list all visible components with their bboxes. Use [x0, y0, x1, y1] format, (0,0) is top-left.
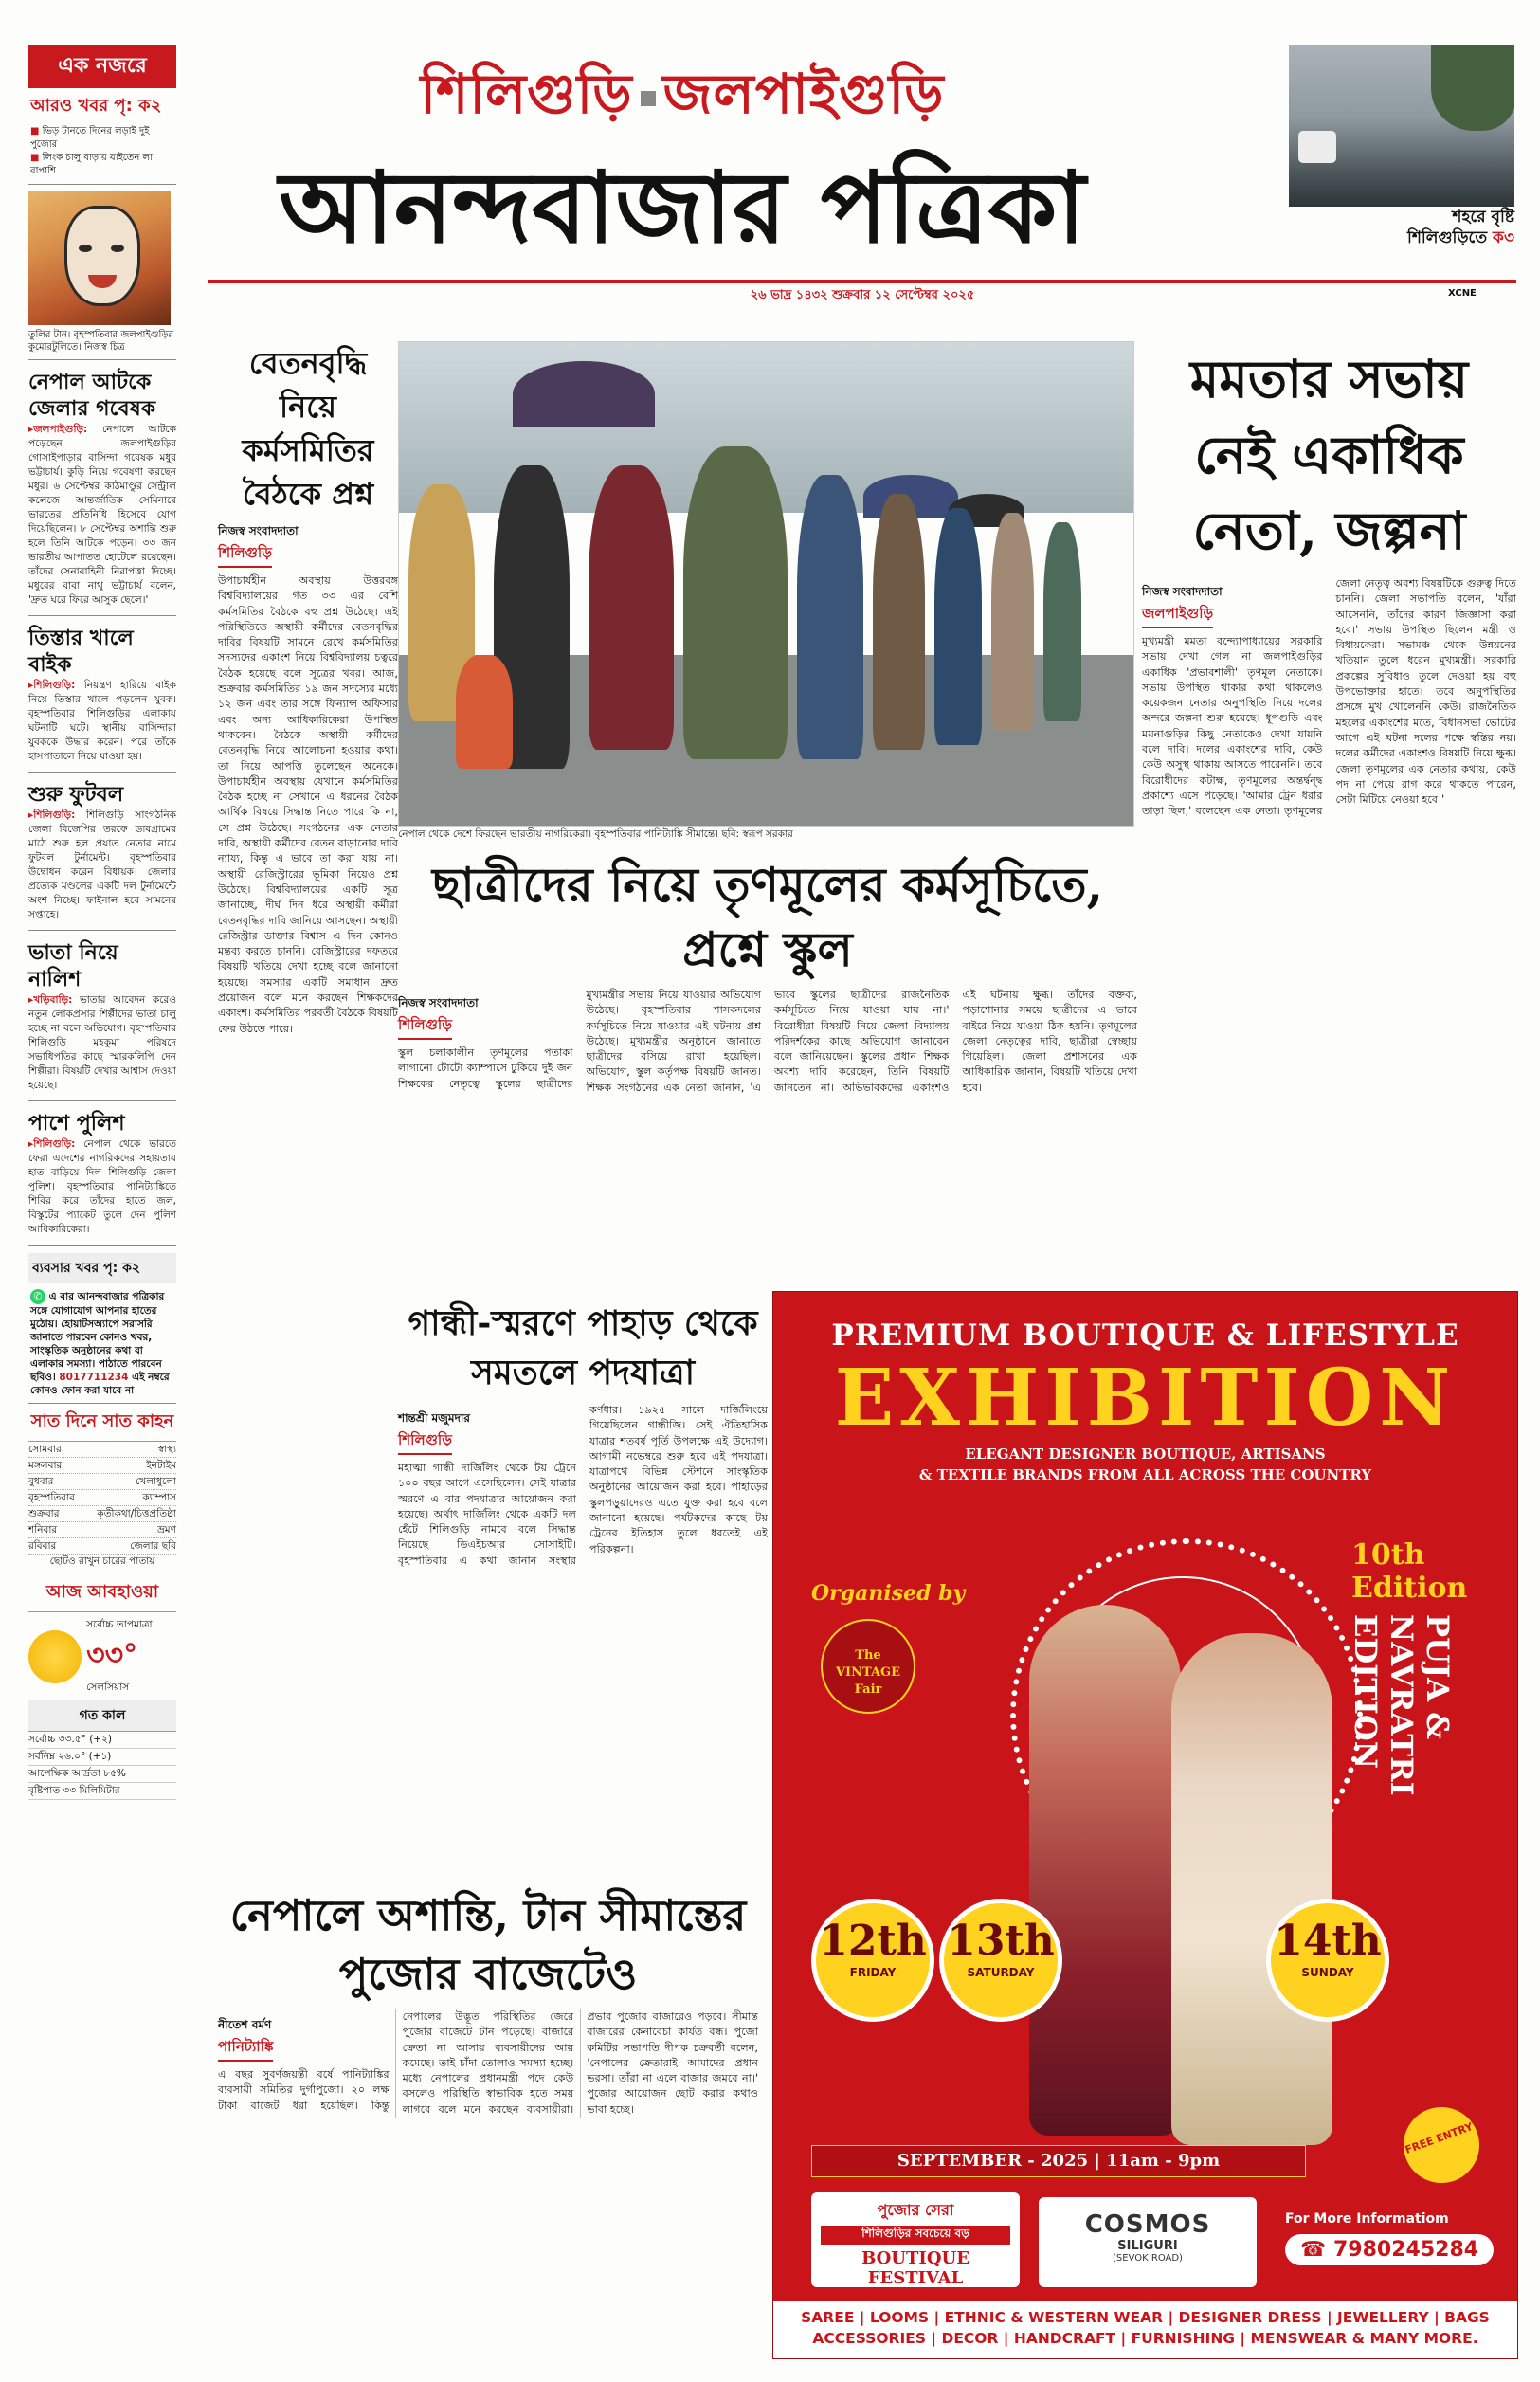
news-location: ▸ শিলিগুড়ি:: [28, 809, 75, 821]
date-day: SATURDAY: [967, 1966, 1035, 1979]
days-row: শনিবার ভ্রমণ: [28, 1522, 176, 1538]
sidebar-heading: এক নজরে: [28, 45, 176, 88]
date-circle: [1266, 1899, 1389, 2022]
yesterday-row: সর্বোচ্চ ৩৩.৫° (+২): [28, 1732, 176, 1749]
date-day: SUNDAY: [1301, 1966, 1354, 1979]
ad-footer-line1: SAREE | LOOMS | ETHNIC & WESTERN WEAR | DESIGNER DRESS | JEWELLERY | BAGS: [801, 2309, 1490, 2326]
puja-navratri-label: PUJA & NAVRATRI EDITION: [1348, 1614, 1456, 1796]
venue-city: SILIGURI: [1117, 2239, 1178, 2253]
rain-caption-title: শহরে বৃষ্টি: [1452, 208, 1514, 227]
weather-unit: সেলসিয়াস: [86, 1682, 130, 1693]
date-number: 14th: [1274, 1917, 1382, 1965]
whatsapp-box: [28, 1283, 176, 1404]
news-body: [28, 1137, 176, 1246]
date-time-bar: SEPTEMBER - 2025 | 11am - 9pm: [811, 2145, 1306, 2177]
vintage-fair-logo: The VINTAGE Fair: [821, 1619, 915, 1714]
exhibition-advertisement[interactable]: [772, 1291, 1518, 2359]
whatsapp-icon: ✆: [30, 1289, 45, 1304]
article-columns: [398, 1403, 768, 1569]
left-sidebar: [28, 45, 176, 2358]
model-right: [1171, 1633, 1332, 2145]
days-row: বুধবার খেলাধুলো: [28, 1474, 176, 1490]
boutique-festival-badge: [811, 2192, 1020, 2287]
days-row: রবিবার জেলার ছবি: [28, 1538, 176, 1555]
article-body: এ বছর সুবর্ণজয়ন্তী বর্ষে পানিট্যাঙ্কির ব্যবসায়ী সমিতির দুর্গাপুজো। ২০ লক্ষ টাকা বাজেট ধরা হয়েছিল। কিন্তু নেপালের উদ্ভূত পরিস্থিতির জেরে পুজোর বাজেটে টান পড়েছে। বাজারে ক্রেতা না আসায় ব্যবসায়ীদের আয় কমেছে। তাই চাঁদা তোলাও সমস্যা হচ্ছে। মধ্যে নেপালের প্রধানমন্ত্রী পদে কেউ বসলেও পরিস্থিতি স্বাভাবিক হতে সময় লাগবে বলে মনে করছেন ব্যবসায়ীরা। প্রভাব পুজোর বাজারেও পড়বে। সীমান্ত বাজারের কেনাবেচা কার্যত বন্ধ। পুজো কমিটির সভাপতি দীপক চক্রবর্তী বলেন, 'নেপালের ক্রেতারাই আমাদের প্রধান ভরসা। তাঁরা না এলে বাজার জমবে না।' পুজোর আয়োজন ছোট করার কথাও ভাবা হচ্ছে।: [218, 2010, 758, 2116]
byline: নিজস্ব সংবাদদাতা: [218, 524, 299, 537]
headline[interactable]: বেতনবৃদ্ধি নিয়ে কর্মসমিতির বৈঠকে প্রশ্ন: [242, 345, 374, 512]
news-text: শিলিগুড়ি সাংগঠনিক জেলা বিজেপির তরফে ডাবগ্রামের মাঠে শুরু হল প্রয়াত নেতার নামে ফুটবল টুর্নামেন্ট। বৃহস্পতিবার উদ্বোধন করেন বিধায়ক। জেলার প্রত্যেক মণ্ডলের একটি দল টুর্নামেন্টে অংশ নিচ্ছে। ফাইনাল হবে সামনের সপ্তাহে।: [28, 809, 176, 920]
ad-footer: [773, 2301, 1517, 2359]
place-tag: পানিট্যাঙ্কি: [218, 2036, 273, 2062]
festival-name: BOUTIQUE FESTIVAL: [861, 2248, 969, 2288]
news-location: ▸ শিলিগুড়ি:: [28, 680, 75, 691]
weather-title: আজ আবহাওয়া: [28, 1574, 176, 1612]
days-row: মঙ্গলবার ইনটাইম: [28, 1458, 176, 1474]
news-text: নেপাল থেকে ভারতে ফেরা এদেশের নাগরিকদের সহায়তায় হাত বাড়িয়ে দিল শিলিগুড়ি জেলা পুলিশ। বৃহস্পতিবার পানিট্যাঙ্কিতে শিবির করে তাঁদের হাতে জল, বিস্কুটের প্যাকেট তুলে দেন পুলিশ আধিকারিকেরা।: [28, 1138, 176, 1235]
sidebar-bullet[interactable]: ■ ভিড় টানতে দিনের লড়াই দুই পুজোর: [30, 125, 174, 152]
article-body: উপাচার্যহীন অবস্থায় উত্তরবঙ্গ বিশ্ববিদ্যালয়ের গত ৩৩ এর বেশি কর্মসমিতির বৈঠকে বহু প্রশ্ন উঠেছে। এই পরিস্থিতিতে অস্থায়ী কর্মীদের বেতনবৃদ্ধির দাবির বিষয়টি সামনে রেখে কর্মসমিতির সদস্যদের একাংশ নিয়ে বিশ্ববিদ্যালয় চত্বরে বৈঠক হয়েছে বলে সূত্রের খবর। আজ, শুক্রবার কর্মসমিতির ১৯ জন সদস্যের মধ্যে ১২ জন এবং তার সঙ্গে ফিন্যান্স অফিসার এবং অন্য আধিকারিকেরা উপস্থিত থাকবেন। বৈঠকে অস্থায়ী কর্মীদের বেতনবৃদ্ধি নিয়ে আলোচনা হওয়ার কথা। তা নিয়ে আপত্তি তুলেছেন অনেকে। উপাচার্যহীন অবস্থায় যেখানে কর্মসমিতির বৈঠক হচ্ছে না সেখানে এ ধরনের বৈঠক আর্থিক বিষয়ে সিদ্ধান্ত নিতে পারে কি না, সে প্রশ্ন উঠেছে। সংগঠনের এক নেতার দাবি, অস্থায়ী কর্মীদের বেতন বাড়ানোর দাবি ন্যায্য, কিন্তু এ ভাবে তা করা যায় না। অস্থায়ী রেজিস্ট্রারের ভূমিকা নিয়েও প্রশ্ন উঠেছে। বিশ্ববিদ্যালয়ের একটি সূত্র জানাচ্ছে, দীর্ঘ দিন ধরে অস্থায়ী কর্মীরা বেতনবৃদ্ধির দাবি জানিয়ে আসছেন। অস্থায়ী রেজিস্ট্রার ডাক্তার বিশ্বাস এ দিন কোনও মন্তব্য করতে চাননি। রেজিস্ট্রারের দফতরে বিষয়টি খতিয়ে দেখা হচ্ছে বলে জানানো হয়েছে। সমস্যার একটি সমাধান দ্রুত প্রয়োজন বলে মনে করছেন শিক্ষকদের একাংশ। কর্মসমিতির পরবর্তী বৈঠকে বিষয়টি ফের উঠতে পারে।: [218, 574, 398, 1035]
venue-name: COSMOS: [1084, 2210, 1211, 2239]
date-circle: [939, 1899, 1062, 2022]
sun-icon: [28, 1630, 82, 1683]
days-row: শুক্রবার কৃতীকথা/চিত্তপ্রতিষ্ঠা: [28, 1506, 176, 1522]
weather-temp: ৩৩°: [86, 1639, 138, 1672]
byline: নিজস্ব সংবাদদাতা: [1142, 585, 1223, 598]
news-location: ▸ জলপাইগুড়ি:: [28, 424, 87, 435]
days-title: সাত দিনে সাত কাহন: [28, 1404, 176, 1442]
sidebar-bullet[interactable]: ■ লিংক চালু বাড়ায় যাইতেন লা বাপাশি: [30, 152, 174, 178]
news-text: নিয়ন্ত্রণ হারিয়ে বাইক নিয়ে তিস্তার খালে পড়লেন যুবক। বৃহস্পতিবার শিলিগুড়ির এলাকায় ঘটনাটি ঘটে। স্থানীয় বাসিন্দারা যুবককে উদ্ধার করেন। পরে তাঁকে হাসপাতালে নিয়ে যাওয়া হয়।: [28, 680, 176, 762]
byline: নীতেশ বর্মণ: [218, 2018, 272, 2031]
news-body: [28, 679, 176, 773]
date-number: 13th: [947, 1917, 1055, 1965]
headline[interactable]: নেপালে অশান্তি, টান সীমান্তের পুজোর বাজেটেও: [229, 1890, 747, 1999]
dateline: ২৬ ভাদ্র ১৪৩২ শুক্রবার ১২ সেপ্টেম্বর ২০২৫: [750, 288, 975, 302]
edition-number: 10th Edition: [1351, 1538, 1468, 1605]
news-body: [28, 993, 176, 1101]
article-columns: [1142, 576, 1516, 820]
sidebar-more-news[interactable]: আরও খবর পৃ: ক২: [30, 96, 162, 116]
contact-info: [1285, 2211, 1494, 2265]
festival-top: পুজোর সেরা: [877, 2201, 954, 2219]
days-note: ছোটও রাখুন চারের পাতায়: [49, 1555, 155, 1567]
place-tag: জলপাইগুড়ি: [1142, 603, 1213, 628]
article-body: স্কুল চলাকালীন তৃণমূলের পতাকা লাগানো টোটো ক্যাম্পাসে ঢুকিয়ে দুই জন শিক্ষকের নেতৃত্বে স্কুলের ছাত্রীদের মুখ্যমন্ত্রীর সভায় নিয়ে যাওয়ার অভিযোগ উঠেছে। বৃহস্পতিবার শাসকদলের কর্মসূচিতে নিয়ে যাওয়ার এই ঘটনায় প্রশ্ন উঠেছে। মুখ্যমন্ত্রীর অনুষ্ঠানে জানাতে ছাত্রীদের বসিয়ে রাখা হয়েছিল। অভিযোগ, স্কুল কর্তৃপক্ষ বিষয়টি জানত। শিক্ষক সংগঠনের এক নেতা জানান, 'এ ভাবে স্কুলের ছাত্রীদের রাজনৈতিক কর্মসূচিতে নিয়ে যাওয়া যায় না।' বিরোধীরা বিষয়টি নিয়ে জেলা বিদ্যালয় পরিদর্শকের কাছে অভিযোগ জানাবেন বলে জানিয়েছেন। স্কুলের প্রধান শিক্ষক অবশ্য দাবি করেছেন, তিনি বিষয়টি জানতেন না। অভিভাবকদের একাংশও এই ঘটনায় ক্ষুব্ধ। তাঁদের বক্তব্য, পড়াশোনার সময়ে ছাত্রীদের এ ভাবে বাইরে নিয়ে যাওয়া ঠিক হয়নি। তৃণমূলের জেলা নেতৃত্বের দাবি, ছাত্রীরা স্বেচ্ছায় গিয়েছিল। জেলা প্রশাসনের এক আধিকারিক জানান, বিষয়টি খতিয়ে দেখা হবে।: [398, 989, 1137, 1094]
article-body: মুখ্যমন্ত্রী মমতা বন্দ্যোপাধ্যায়ের সরকারি সভায় দেখা গেল না জলপাইগুড়ির একাধিক 'প্রভাবশালী' তৃণমূল নেতাকে। সভায় উপস্থিত থাকার কথা থাকলেও কয়েকজন নেতার অনুপস্থিতি নিয়ে দলের অন্দরে জল্পনা শুরু হয়েছে। ধূপগুড়ি এবং ময়নাগুড়ির কিছু নেতাকেও দেখা যায়নি বলে দাবি। দলের একাংশের দাবি, কেউ কেউ অসুস্থ থাকায় আসতে পারেননি। তবে বিরোধীদের কটাক্ষ, তৃণমূলের অন্তর্দ্বন্দ্ব প্রকাশ্যে এসে পড়েছে। 'আমার ট্রেন ধরার তাড়া ছিল,' বলেছেন এক নেতা। তৃণমূলের জেলা নেতৃত্ব অবশ্য বিষয়টিকে গুরুত্ব দিতে চাননি। জেলা সভাপতি বলেন, 'যাঁরা আসেননি, তাঁদের কারণ জিজ্ঞাসা করা হবে।' সভায় উপস্থিত ছিলেন মন্ত্রী ও বিধায়কেরা। সভামঞ্চ থেকে উন্নয়নের খতিয়ান তুলে ধরেন মুখ্যমন্ত্রী। সরকারি প্রকল্পের সুবিধাও তুলে দেওয়া হয় বহু উপভোক্তার হাতে। তবে অনুপস্থিতির প্রসঙ্গে মুখ খোলেননি কেউ। রাজনৈতিক মহলের একাংশের মতে, বিধানসভা ভোটের আগে এই ঘটনা দলের পক্ষে স্বস্তির নয়। দলের কর্মীদের একাংশও বিষয়টি নিয়ে ক্ষুব্ধ। জেলা তৃণমূলের এক নেতার কথায়, 'কেউ পদ না পেয়ে রাগ করে থাকতে পারেন, সেটা মিটিয়ে নেওয়া হবে।': [1142, 577, 1516, 818]
yesterday-title: গত কাল: [28, 1700, 176, 1732]
news-body: [28, 809, 176, 931]
place-tag: শিলিগুড়ি: [398, 1429, 452, 1455]
news-title[interactable]: পাশে পুলিশ: [28, 1112, 125, 1136]
days-list: [28, 1442, 176, 1555]
model-left: [1029, 1605, 1181, 2136]
article-columns: [218, 2009, 758, 2118]
place-tag: শিলিগুড়ি: [218, 542, 272, 568]
yesterday-row: বৃষ্টিপাত ৩৩ মিলিমিটার: [28, 1783, 176, 1800]
place-tag: শিলিগুড়ি: [398, 1014, 452, 1040]
news-title[interactable]: তিস্তার খালে বাইক: [28, 627, 134, 677]
venue-logo: [1039, 2197, 1257, 2287]
business-news-link[interactable]: ব্যবসার খবর পৃ: ক২: [28, 1253, 176, 1283]
ad-line3b: & TEXTILE BRANDS FROM ALL ACROSS THE COUNTRY: [918, 1466, 1372, 1483]
lead-photo-caption: নেপাল থেকে দেশে ফিরছেন ভারতীয় নাগরিকেরা। বৃহস্পতিবার পানিট্যাঙ্কি সীমান্তে। ছবি: স্বরূপ সরকার: [398, 828, 793, 840]
weather-max-label: সর্বোচ্চ তাপমাত্রা: [86, 1619, 153, 1630]
headline[interactable]: গান্ধী-স্মরণে পাহাড় থেকে সমতলে পদযাত্রা: [408, 1303, 758, 1392]
news-title[interactable]: ভাতা নিয়ে নালিশ: [28, 941, 118, 991]
rain-photo: [1289, 45, 1514, 207]
weather-box: [28, 1612, 176, 1700]
news-location: ▸ শিলিগুড়ি:: [28, 1138, 75, 1150]
days-row: সোমবার স্বাস্থ্য: [28, 1442, 176, 1458]
headline[interactable]: মমতার সভায় নেই একাধিক নেতা, জল্পনা: [1189, 348, 1469, 561]
yesterday-table: [28, 1732, 176, 1800]
whatsapp-phone[interactable]: 8017711234: [59, 1372, 129, 1383]
whatsapp-text: এ বার আনন্দবাজার পত্রিকার সঙ্গে যোগাযোগ আপনার হাতের মুঠোয়। হোয়াটসঅ্যাপে সরাসরি জানাতে পারবেন কোনও খবর, সাংস্কৃতিক অনুষ্ঠানের কথা বা এলাকার সমস্যা। পাঠাতে পারবেন ছবিও।: [30, 1291, 165, 1383]
news-location: ▸ খড়িবাড়ি:: [28, 994, 72, 1006]
news-text: ভাতার আবেদন করেও নতুন লোকপ্রসার শিল্পীদের ভাতা চালু হচ্ছে না বলে অভিযোগ। বৃহস্পতিবার শিলিগুড়ি মহকুমা পরিষদে সভাধিপতির কাছে স্মারকলিপি দেন শিল্পীরা। বিষয়টি দেখার আশ্বাস দেওয়া হয়েছে।: [28, 994, 176, 1091]
news-title[interactable]: নেপাল আটকে জেলার গবেষক: [28, 371, 156, 421]
ad-line3a: ELEGANT DESIGNER BOUTIQUE, ARTISANS: [965, 1446, 1326, 1463]
separator-square-icon: [641, 91, 656, 106]
festival-mid: শিলিগুড়ির সবচেয়ে বড়: [821, 2226, 1010, 2245]
yesterday-row: সর্বনিম্ন ২৬.০° (+১): [28, 1749, 176, 1766]
phone-number[interactable]: ☎ 7980245284: [1285, 2234, 1494, 2265]
masthead-rule: [208, 280, 1516, 283]
article-nepal-puja: [218, 1886, 758, 2360]
whatsapp-note: এই নম্বরে কোনও ফোন করা যাবে না: [30, 1372, 170, 1396]
headline[interactable]: ছাত্রীদের নিয়ে তৃণমূলের কর্মসূচিতে, প্রশ্নে স্কুল: [431, 857, 1104, 977]
lead-photo: [398, 341, 1134, 827]
article-school-students: [398, 853, 1137, 1289]
article-gandhi-march: [398, 1299, 768, 1910]
idol-photo-caption: তুলির টান। বৃহস্পতিবার জলপাইগুড়ির কুমোরটুলিতে। নিজস্ব চিত্র: [28, 329, 176, 360]
organised-by: Organised by: [811, 1581, 966, 1606]
ad-footer-line2: ACCESSORIES | DECOR | HANDCRAFT | FURNISHING | MENSWEAR & MANY MORE.: [812, 2330, 1478, 2347]
rain-caption-sub: শিলিগুড়িতে: [1407, 228, 1488, 247]
article-body: মহাত্মা গান্ধী দার্জিলিং থেকে টয় ট্রেনে ১০০ বছর আগে এসেছিলেন। সেই যাত্রার স্মরণে এ বার পদযাত্রার আয়োজন করা হয়েছে। অর্থাৎ দার্জিলিং থেকে একটি দল হেঁটে শিলিগুড়ি নামবে বলে সিদ্ধান্ত নিয়েছে ডিএইচআর সোসাইটি। বৃহস্পতিবার এ কথা জানান সংস্থার কর্ণধার। ১৯২৫ সালে দার্জিলিংয়ে গিয়েছিলেন গান্ধীজি। সেই ঐতিহাসিক যাত্রার শতবর্ষ পূর্তি উপলক্ষে এই উদ্যোগ। আগামী নভেম্বরে শুরু হবে এই পদযাত্রা। যাত্রাপথে বিভিন্ন স্টেশনে সাংস্কৃতিক অনুষ্ঠানের আয়োজন করা হবে। পাহাড়ের স্কুলপড়ুয়াদেরও এতে যুক্ত করা হবে বলে জানানো হয়েছে। পর্যটকদের কাছে টয় ট্রেনের ইতিহাস তুলে ধরতেই এই পরিকল্পনা।: [398, 1404, 768, 1567]
newspaper-name[interactable]: আনন্দবাজার পত্রিকা: [279, 149, 1086, 265]
more-info-label: For More Informatiom: [1285, 2211, 1449, 2227]
rain-page-ref[interactable]: ক৩: [1493, 228, 1514, 247]
idol-face: [64, 206, 140, 306]
edition-right: জলপাইগুড়ি: [662, 62, 945, 126]
edition-code: XCNE: [1448, 288, 1477, 299]
ad-line1: PREMIUM BOUTIQUE & LIFESTYLE: [831, 1318, 1459, 1353]
byline: শান্তশ্রী মজুমদার: [398, 1411, 470, 1425]
sidebar-bullets: [28, 125, 176, 185]
news-body: [28, 423, 176, 616]
weather-teaser[interactable]: [1289, 45, 1514, 248]
rain-caption: [1289, 207, 1514, 248]
free-entry-badge: FREE ENTRY: [1393, 2097, 1491, 2194]
article-mamata-rally: [1142, 341, 1516, 1289]
edition-line: [208, 52, 1156, 144]
venue-road: (SEVOK ROAD): [1113, 2253, 1183, 2264]
date-circle: [811, 1899, 934, 2022]
article-columns: [398, 988, 1137, 1096]
news-title[interactable]: শুরু ফুটবল: [28, 783, 124, 807]
ad-title: EXHIBITION: [834, 1353, 1457, 1444]
date-number: 12th: [819, 1917, 927, 1965]
byline: নিজস্ব সংবাদদাতা: [398, 996, 479, 1009]
masthead: [208, 52, 1156, 299]
date-day: FRIDAY: [849, 1966, 897, 1979]
article-salary: [218, 341, 398, 1573]
idol-photo: [28, 191, 171, 325]
days-row: বৃহস্পতিবার ক্যাম্পাস: [28, 1490, 176, 1506]
edition-left: শিলিগুড়ি: [420, 62, 633, 126]
news-text: নেপালে আটকে পড়েছেন জলপাইগুড়ির গোসাইপাড়ার বাসিন্দা গবেষক মধুর ভট্টাচার্য। কুড়ি নিয়ে গবেষণা করছেন মধুর। ৬ সেপ্টেম্বর কাঠমাণ্ডুর সেন্ট্রাল কলেজে আন্তর্জাতিক সেমিনারে ভারতের প্রতিনিধি হিসেবে যোগ দিয়েছিলেন। ৮ সেপ্টেম্বর অশান্তি শুরু হলে তিনি আটকে পড়েন। ৩৩ জন ভারতীয় আপাতত হোটেলে রয়েছেন। তাঁদের সেনাবাহিনী নিরাপত্তা দিচ্ছে। মধুরের বাবা নাথু ভট্টাচার্য বলেন, 'দ্রুত ঘরে ফিরে আসুক ছেলে।': [28, 424, 176, 606]
yesterday-row: আপেক্ষিক আর্দ্রতা ৮৫%: [28, 1766, 176, 1783]
